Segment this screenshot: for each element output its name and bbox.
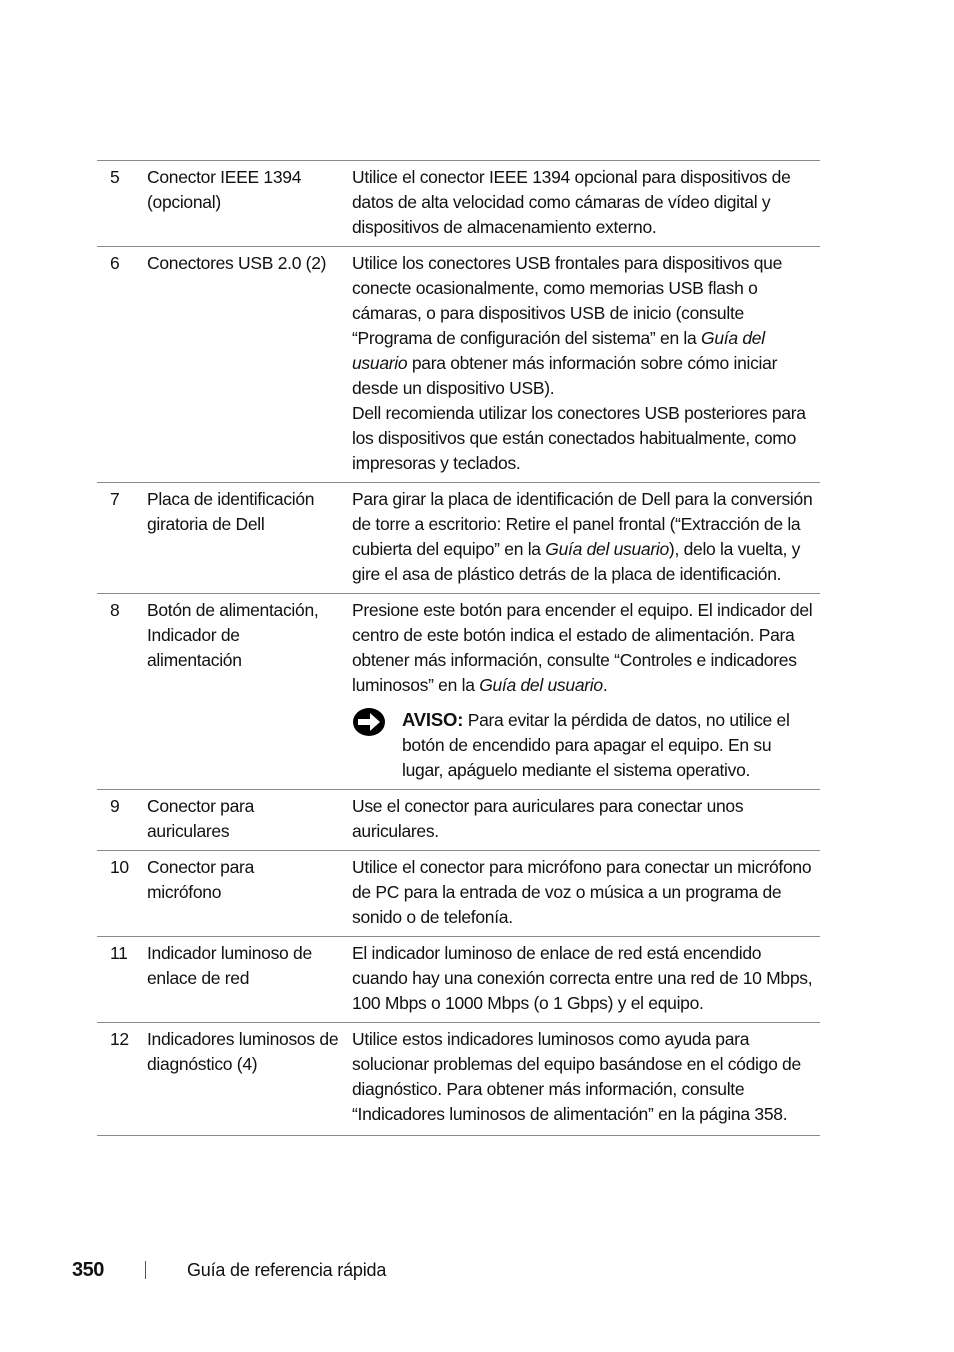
table-row: [97, 247, 820, 483]
item-name: Conector para auriculares: [147, 796, 254, 841]
item-name: Conector para micrófono: [147, 857, 254, 902]
page-number: 350: [72, 1258, 104, 1281]
description-text: Dell recomienda utilizar los conectores USB posteriores para los dispositivos que están conectados habitualmente, como impresoras y teclados.: [352, 403, 806, 473]
notice-arrow-icon: [352, 707, 402, 744]
guide-reference: Guía del usuario: [545, 539, 669, 559]
guide-reference: Guía del usuario: [479, 675, 603, 695]
description-text: [352, 598, 816, 698]
item-number: 9: [110, 796, 120, 816]
item-number: 10: [110, 857, 129, 877]
description-text: [352, 487, 816, 587]
description-text: Utilice estos indicadores luminosos como ayuda para solucionar problemas del equipo basándose en el código de diagnóstico. Para obtener más información, consulte “Indicadores luminosos de alimentación” en la página 358.: [352, 1029, 801, 1124]
notice-text: [402, 707, 816, 783]
description-text-part: ), delo la vuelta, y gire el asa de plástico detrás de la placa de identificación.: [352, 539, 801, 584]
item-number: 8: [110, 600, 120, 620]
notice-box: [352, 707, 816, 783]
description-text: Utilice el conector para micrófono para conectar un micrófono de PC para la entrada de voz o música a un programa de sonido o de telefonía.: [352, 857, 812, 927]
notice-label: AVISO:: [402, 709, 464, 730]
table-row: [97, 483, 820, 594]
item-number: 11: [110, 943, 128, 963]
item-name: Conectores USB 2.0 (2): [147, 253, 327, 273]
item-number: 6: [110, 253, 120, 273]
description-text-part: .: [602, 675, 608, 695]
description-text-part: Para girar la placa de identificación de Dell para la conversión de torre a escritorio: Retire el panel frontal (“Extracción de la cubierta del equipo” en la: [352, 489, 813, 559]
item-name: Indicadores luminosos de diagnóstico (4): [147, 1029, 339, 1074]
item-number: 5: [110, 167, 120, 187]
description-text-part: Utilice los conectores USB frontales para dispositivos que conecte ocasionalmente, como memorias USB flash o cámaras, o para dispositivos USB de inicio (consulte “Programa de configuración del sistema” en la: [352, 253, 783, 348]
description-text-part: para obtener más información sobre cómo iniciar desde un dispositivo USB).: [352, 353, 778, 398]
item-description: [352, 941, 820, 1016]
item-description: [352, 251, 820, 476]
item-name: Indicador luminoso de enlace de red: [147, 943, 312, 988]
table-row: [97, 1023, 820, 1136]
item-description: [352, 794, 820, 844]
item-description: [352, 165, 820, 240]
table-row: [97, 790, 820, 851]
footer-title: Guía de referencia rápida: [187, 1260, 387, 1280]
item-description: [352, 598, 820, 783]
item-name: Conector IEEE 1394 (opcional): [147, 167, 302, 212]
connector-table: [97, 160, 820, 1136]
table-row: [97, 161, 820, 247]
item-name: Placa de identificación giratoria de Dell: [147, 489, 315, 534]
notice-body: Para evitar la pérdida de datos, no utilice el botón de encendido para apagar el equipo. En su lugar, apáguelo mediante el sistema operativo.: [402, 710, 790, 780]
item-name: Botón de alimentación, Indicador de alimentación: [147, 600, 319, 670]
table-row: [97, 594, 820, 790]
item-description: [352, 1027, 820, 1127]
description-text: Use el conector para auriculares para conectar unos auriculares.: [352, 796, 744, 841]
table-row: [97, 937, 820, 1023]
description-text: El indicador luminoso de enlace de red está encendido cuando hay una conexión correcta entre una red de 10 Mbps, 100 Mbps o 1000 Mbps (o 1 Gbps) y el equipo.: [352, 943, 813, 1013]
item-description: [352, 855, 820, 930]
item-description: [352, 487, 820, 587]
guide-reference: Guía del usuario: [352, 328, 765, 373]
description-text-part: Presione este botón para encender el equipo. El indicador del centro de este botón indica el estado de alimentación. Para obtener más información, consulte “Controles e indicadores luminosos” en la: [352, 600, 813, 695]
item-number: 12: [110, 1029, 129, 1049]
table-row: [97, 851, 820, 937]
description-text: Utilice el conector IEEE 1394 opcional para dispositivos de datos de alta velocidad como cámaras de vídeo digital y dispositivos de almacenamiento externo.: [352, 167, 791, 237]
item-number: 7: [110, 489, 120, 509]
page-footer: [72, 1255, 387, 1285]
description-text: [352, 251, 816, 401]
footer-divider: [145, 1261, 146, 1279]
